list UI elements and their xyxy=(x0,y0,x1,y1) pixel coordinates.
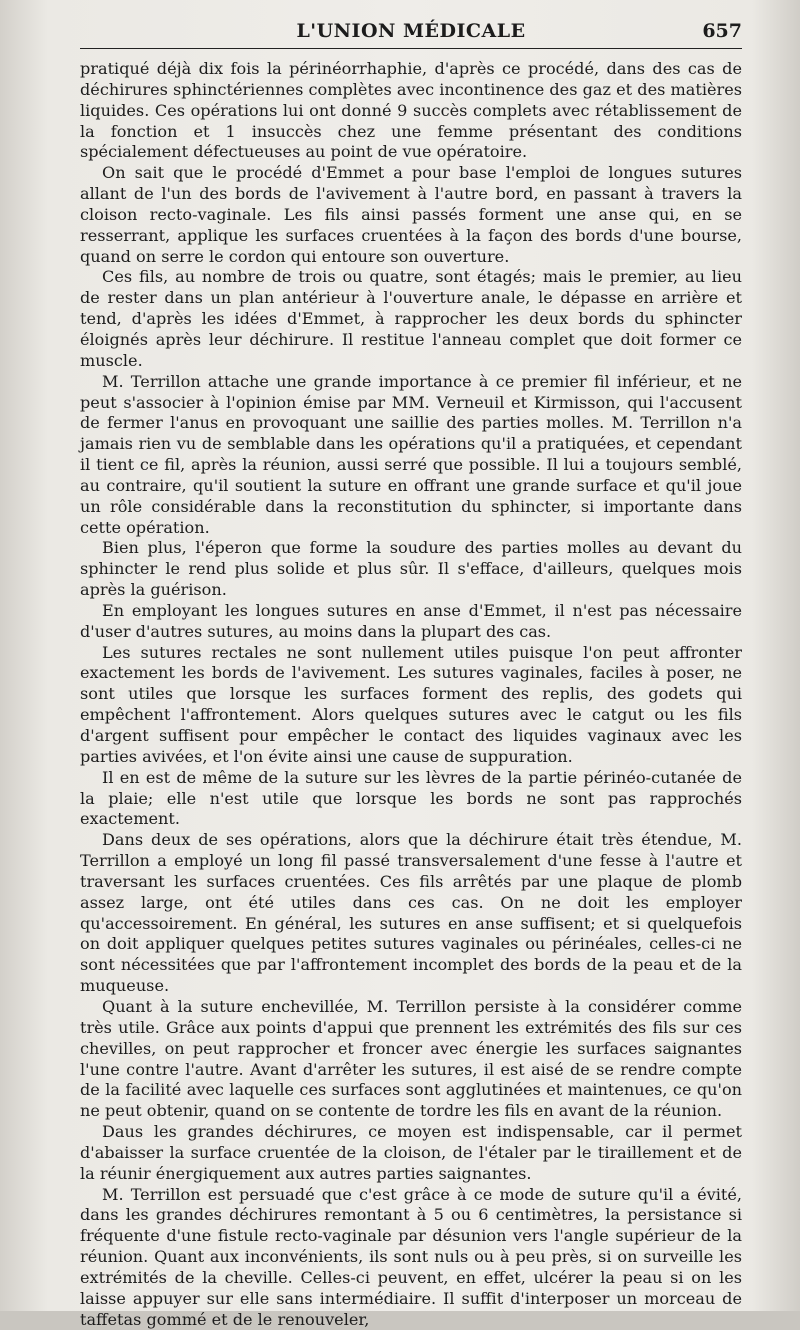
paragraph: Il en est de même de la suture sur les lèvres de la partie périnéo-cutanée de la plaie; elle n'est utile que lorsque les bords ne sont pas rapprochés exactement. xyxy=(80,767,742,829)
paragraph: pratiqué déjà dix fois la périnéorrhaphie, d'après ce procédé, dans des cas de déchirures sphinctériennes complètes avec incontinence des gaz et des matières liquides. Ces opérations lui ont donné 9 succès complets avec rétablissement de la fonction et 1 insuccès chez une femme présentant des conditions spécialement défectueuses au point de vue opératoire. xyxy=(80,59,742,162)
paragraph: En employant les longues sutures en anse d'Emmet, il n'est pas nécessaire d'user d'autres sutures, au moins dans la plupart des cas. xyxy=(80,600,742,641)
journal-title: L'UNION MÉDICALE xyxy=(296,20,526,42)
paragraph: Les sutures rectales ne sont nullement utiles puisque l'on peut affronter exactement les bords de l'avivement. Les sutures vaginales, faciles à poser, ne sont utiles que lorsque les surfaces forment des replis, des godets qui empêchent l'affrontement. Alors quelques sutures avec le catgut ou les fils d'argent suffisent pour empêcher le contact des liquides vaginaux avec les parties avivées, et l'on évite ainsi une cause de suppuration. xyxy=(80,642,742,766)
paragraph: M. Terrillon est persuadé que c'est grâce à ce mode de suture qu'il a évité, dans les grandes déchirures remontant à 5 ou 6 centimètres, la persistance si fréquente d'une fistule recto-vaginale par désunion vers l'angle supérieur de la réunion. Quant aux inconvénients, ils sont nuls ou à peu près, si on surveille les extrémités de la cheville. Celles-ci peuvent, en effet, ulcérer la peau si on les laisse appuyer sur elle sans intermédiaire. Il suffit d'interposer un morceau de taffetas gommé et de le renouveler, xyxy=(80,1184,742,1329)
paragraph: M. Terrillon attache une grande importance à ce premier fil inférieur, et ne peut s'associer à l'opinion émise par MM. Verneuil et Kirmisson, qui l'accusent de fermer l'anus en provoquant une saillie des parties molles. M. Terrillon n'a jamais rien vu de semblable dans les opérations qu'il a pratiquées, et cependant il tient ce fil, après la réunion, aussi serré que possible. Il lui a toujours semblé, au contraire, qu'il soutient la suture en offrant une grande surface et qu'il joue un rôle considérable dans la reconstitution du sphincter, si importante dans cette opération. xyxy=(80,371,742,537)
paragraph: Ces fils, au nombre de trois ou quatre, sont étagés; mais le premier, au lieu de rester dans un plan antérieur à l'ouverture anale, le dépasse en arrière et tend, d'après les idées d'Emmet, à rapprocher les deux bords du sphincter éloignés après leur déchirure. Il restitue l'anneau complet que doit former ce muscle. xyxy=(80,267,742,370)
paragraph: Daus les grandes déchirures, ce moyen est indispensable, car il permet d'abaisser la surface cruentée de la cloison, de l'étaler par le tiraillement et de la réunir énergiquement aux autres parties saignantes. xyxy=(80,1122,742,1183)
page-number: 657 xyxy=(702,20,742,42)
paragraph: Dans deux de ses opérations, alors que la déchirure était très étendue, M. Terrillon a employé un long fil passé transversalement d'une fesse à l'autre et traversant les surfaces cruentées. Ces fils arrêtés par une plaque de plomb assez large, ont été utiles dans ces cas. On ne doit les employer qu'accessoirement. En général, les sutures en anse suffisent; et si quelquefois on doit appliquer quelques petites sutures vaginales ou périnéales, celles-ci ne sont nécessitées que par l'affrontement incomplet des bords de la peau et de la muqueuse. xyxy=(80,830,742,996)
paragraph: Bien plus, l'éperon que forme la soudure des parties molles au devant du sphincter le rend plus solide et plus sûr. Il s'efface, d'ailleurs, quelques mois après la guérison. xyxy=(80,538,742,600)
paragraph: On sait que le procédé d'Emmet a pour base l'emploi de longues sutures allant de l'un des bords de l'avivement à l'autre bord, en passant à travers la cloison recto-vaginale. Les fils ainsi passés forment une anse qui, en se resserrant, applique les surfaces cruentées à la façon des bords d'une bourse, quand on serre le cordon qui entoure son ouverture. xyxy=(80,163,742,266)
paragraph: Quant à la suture enchevillée, M. Terrillon persiste à la considérer comme très utile. Grâce aux points d'appui que prennent les extrémités des fils sur ces chevilles, on peut rapprocher et froncer avec énergie les surfaces saignantes l'une contre l'autre. Avant d'arrêter les sutures, il est aisé de se rendre compte de la facilité avec laquelle ces surfaces sont agglutinées et maintenues, ce qu'on ne peut obtenir, quand on se contente de tordre les fils en avant de la réunion. xyxy=(80,996,742,1121)
page-header xyxy=(80,18,742,49)
body-text xyxy=(80,59,742,1330)
